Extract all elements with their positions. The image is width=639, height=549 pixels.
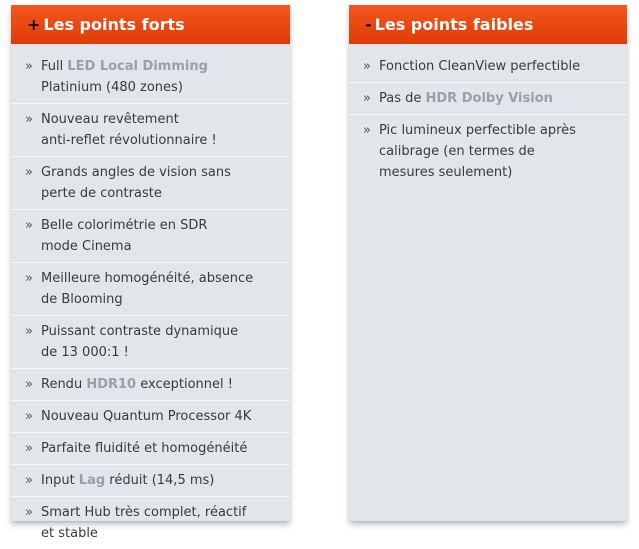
pros-item-line1-hl: HDR10 — [86, 377, 137, 392]
cons-panel — [349, 5, 627, 521]
pros-panel — [11, 5, 290, 541]
cons-header — [349, 5, 627, 44]
bullet-icon: » — [25, 441, 33, 456]
cons-item-line1-a: Pic lumineux perfectible après — [379, 123, 576, 138]
bullet-icon: » — [25, 59, 33, 74]
cons-header-sign: - — [365, 15, 372, 34]
pros-list-item — [11, 210, 290, 263]
pros-list — [11, 51, 290, 549]
bullet-icon: » — [25, 165, 33, 180]
pros-item-line1-a: Nouveau revêtement — [41, 112, 179, 127]
bullet-icon: » — [25, 377, 33, 392]
pros-list-item — [11, 104, 290, 157]
cons-item-line1-a: Pas de — [379, 91, 426, 106]
pros-item-line1-a: Meilleure homogénéité, absence — [41, 271, 254, 286]
pros-item-line1-a: Rendu — [41, 377, 87, 392]
bullet-icon: » — [25, 473, 33, 488]
bullet-icon: » — [25, 324, 33, 339]
pros-list-item — [11, 263, 290, 316]
bullet-icon: » — [25, 218, 33, 233]
bullet-icon: » — [25, 112, 33, 127]
bullet-icon: » — [25, 505, 33, 520]
pros-item-line1-a: Grands angles de vision sans — [41, 165, 231, 180]
pros-list-item — [11, 433, 290, 465]
cons-item-line3: mesures seulement) — [379, 165, 513, 180]
pros-list-item — [11, 369, 290, 401]
pros-item-line2: perte de contraste — [41, 186, 162, 201]
pros-item-line1-a: Parfaite fluidité et homogénéité — [41, 441, 248, 456]
pros-list-item — [11, 497, 290, 549]
pros-list-item — [11, 157, 290, 210]
cons-item-line1-hl: HDR Dolby Vision — [425, 91, 553, 106]
pros-item-line2: anti-reflet révolutionnaire ! — [41, 133, 217, 148]
pros-header-sign: + — [27, 15, 41, 34]
pros-list-item — [11, 316, 290, 369]
pros-list-item — [11, 51, 290, 104]
pros-item-line2: de Blooming — [41, 292, 123, 307]
pros-header-title: Les points forts — [43, 15, 185, 34]
pros-header — [11, 5, 290, 44]
pros-item-line1-b: réduit (14,5 ms) — [105, 473, 215, 488]
pros-item-line2: mode Cinema — [41, 239, 132, 254]
bullet-icon: » — [363, 91, 371, 106]
pros-item-line1-a: Puissant contraste dynamique — [41, 324, 239, 339]
pros-list-item — [11, 465, 290, 497]
pros-item-line1-a: Smart Hub très complet, réactif — [41, 505, 247, 520]
pros-item-line2: et stable — [41, 526, 98, 541]
bullet-icon: » — [25, 409, 33, 424]
pros-item-line1-hl: LED Local Dimming — [67, 59, 208, 74]
pros-item-line1-a: Belle colorimétrie en SDR — [41, 218, 208, 233]
cons-item-line1-a: Fonction CleanView perfectible — [379, 59, 581, 74]
pros-list-item — [11, 401, 290, 433]
cons-header-title: Les points faibles — [374, 15, 534, 34]
pros-item-line1-hl: Lag — [78, 473, 106, 488]
pros-item-line2: de 13 000:1 ! — [41, 345, 129, 360]
bullet-icon: » — [25, 271, 33, 286]
cons-list-item — [349, 51, 627, 83]
bullet-icon: » — [363, 123, 371, 138]
pros-item-line1-a: Input — [41, 473, 79, 488]
cons-list-item — [349, 115, 627, 188]
bullet-icon: » — [363, 59, 371, 74]
cons-list — [349, 51, 627, 188]
cons-list-item — [349, 83, 627, 115]
cons-item-line2: calibrage (en termes de — [379, 144, 535, 159]
pros-item-line1-a: Nouveau Quantum Processor 4K — [41, 409, 252, 424]
pros-item-line1-b: exceptionnel ! — [136, 377, 233, 392]
pros-item-line1-a: Full — [41, 59, 68, 74]
pros-item-line2: Platinium (480 zones) — [41, 80, 183, 95]
